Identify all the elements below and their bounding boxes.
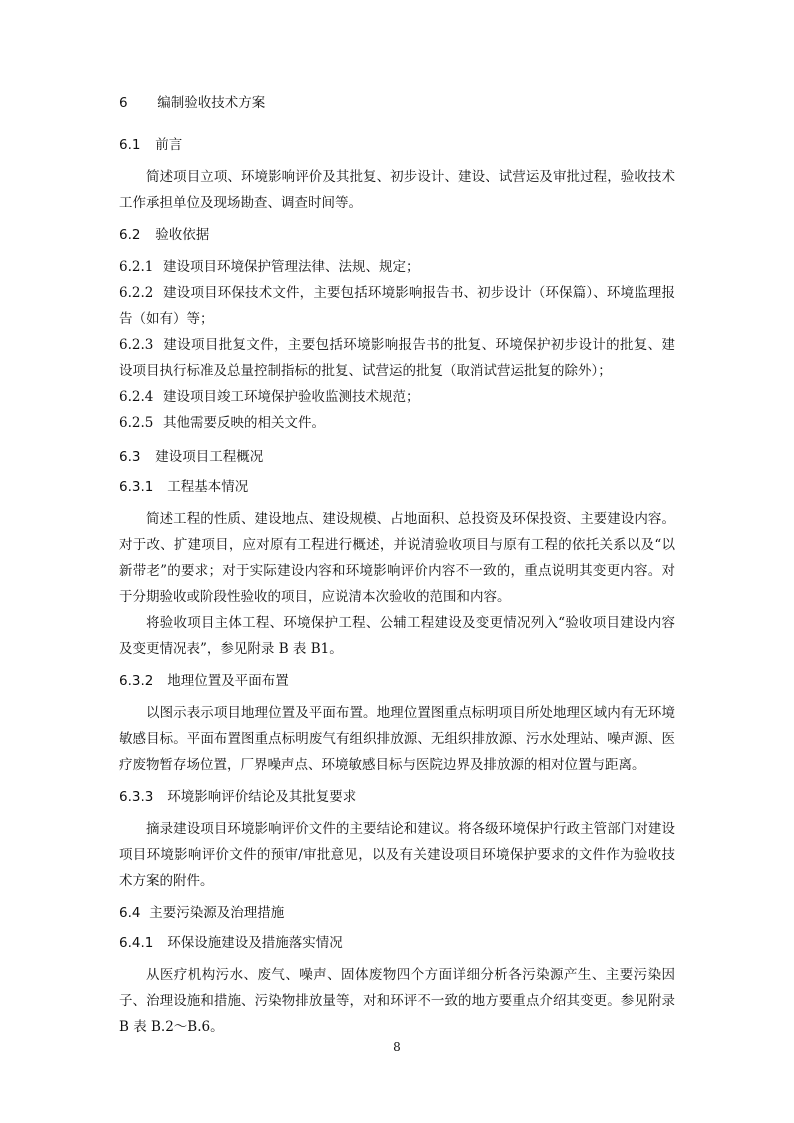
item-text: 建设项目批复文件，主要包括环境影响报告书的批复、环境保护初步设计的批复、建设项目执行标准及总量控制指标的批复、试营运的批复（取消试营运批复的除外）； — [119, 337, 675, 379]
item-number: 6.2.5 — [119, 415, 154, 431]
list-item — [119, 254, 675, 280]
section-6-3-heading — [119, 446, 675, 468]
section-6-4-1-heading — [119, 932, 675, 954]
item-number: 6.2.1 — [119, 259, 154, 275]
section-title: 验收依据 — [155, 227, 210, 243]
section-number: 6 — [119, 95, 128, 111]
section-number: 6.3.3 — [119, 789, 154, 805]
list-item — [119, 280, 675, 332]
section-title: 工程基本情况 — [167, 479, 249, 495]
section-number: 6.1 — [119, 137, 141, 153]
section-6-3-2-heading — [119, 670, 675, 692]
document-page — [119, 92, 675, 1048]
section-title: 建设项目工程概况 — [155, 449, 264, 465]
list-item — [119, 410, 675, 436]
list-item — [119, 332, 675, 384]
section-title: 环境影响评价结论及其批复要求 — [167, 789, 357, 805]
section-6-3-1-text-1: 简述工程的性质、建设地点、建设规模、占地面积、总投资及环保投资、主要建设内容。对于改、扩建项目，应对原有工程进行概述，并说清验收项目与原有工程的依托关系以及“以新带老”的要求；对于实际建设内容和环境影响评价内容不一致的，重点说明其变更内容。对于分期验收或阶段性验收的项目，应说清本次验收的范围和内容。 — [119, 511, 675, 605]
section-6-2-heading — [119, 224, 675, 246]
basis-list — [119, 254, 675, 436]
section-number: 6.4.1 — [119, 935, 154, 951]
section-title: 环保设施建设及措施落实情况 — [167, 935, 343, 951]
section-6-3-2-text: 以图示表示项目地理位置及平面布置。地理位置图重点标明项目所处地理区域内有无环境敏感目标。平面布置图重点标明废气有组织排放源、无组织排放源、污水处理站、噪声源、医疗废物暂存场位置，厂界噪声点、环境敏感目标与医院边界及排放源的相对位置与距离。 — [119, 705, 675, 773]
item-text: 建设项目环保技术文件，主要包括环境影响报告书、初步设计（环保篇）、环境监理报告（如有）等； — [119, 285, 675, 327]
section-6-1-text: 简述项目立项、环境影响评价及其批复、初步设计、建设、试营运及审批过程，验收技术工作承担单位及现场勘查、调查时间等。 — [119, 169, 675, 211]
section-number: 6.2 — [119, 227, 141, 243]
item-text: 其他需要反映的相关文件。 — [163, 415, 325, 431]
section-title: 编制验收技术方案 — [157, 95, 266, 111]
section-6-3-1-heading — [119, 476, 675, 498]
section-6-4-1-text: 从医疗机构污水、废气、噪声、固体废物四个方面详细分析各污染源产生、主要污染因子、治理设施和措施、污染物排放量等，对和环评不一致的地方要重点介绍其变更。参见附录 B 表 B.2～B.6。 — [119, 967, 675, 1035]
section-6-heading — [119, 92, 675, 114]
page-number: 8 — [393, 1040, 401, 1054]
list-item — [119, 384, 675, 410]
item-number: 6.2.3 — [119, 337, 154, 353]
section-6-4-heading — [119, 902, 675, 924]
section-title: 主要污染源及治理措施 — [149, 905, 285, 921]
section-6-3-3-text: 摘录建设项目环境影响评价文件的主要结论和建议。将各级环境保护行政主管部门对建设项目环境影响评价文件的预审/审批意见，以及有关建设项目环境保护要求的文件作为验收技术方案的附件。 — [119, 821, 675, 889]
item-text: 建设项目竣工环境保护验收监测技术规范； — [163, 389, 420, 405]
section-number: 6.3.2 — [119, 673, 154, 689]
item-text: 建设项目环境保护管理法律、法规、规定； — [163, 259, 420, 275]
section-number: 6.4 — [119, 905, 141, 921]
section-6-3-1-text-2: 将验收项目主体工程、环境保护工程、公辅工程建设及变更情况列入“验收项目建设内容及变更情况表”，参见附录 B 表 B1。 — [119, 615, 675, 657]
section-title: 前言 — [155, 137, 183, 153]
section-6-3-3-heading — [119, 786, 675, 808]
item-number: 6.2.4 — [119, 389, 154, 405]
item-number: 6.2.2 — [119, 285, 154, 301]
section-number: 6.3 — [119, 449, 141, 465]
section-6-1-heading — [119, 134, 675, 156]
section-number: 6.3.1 — [119, 479, 154, 495]
section-title: 地理位置及平面布置 — [167, 673, 289, 689]
